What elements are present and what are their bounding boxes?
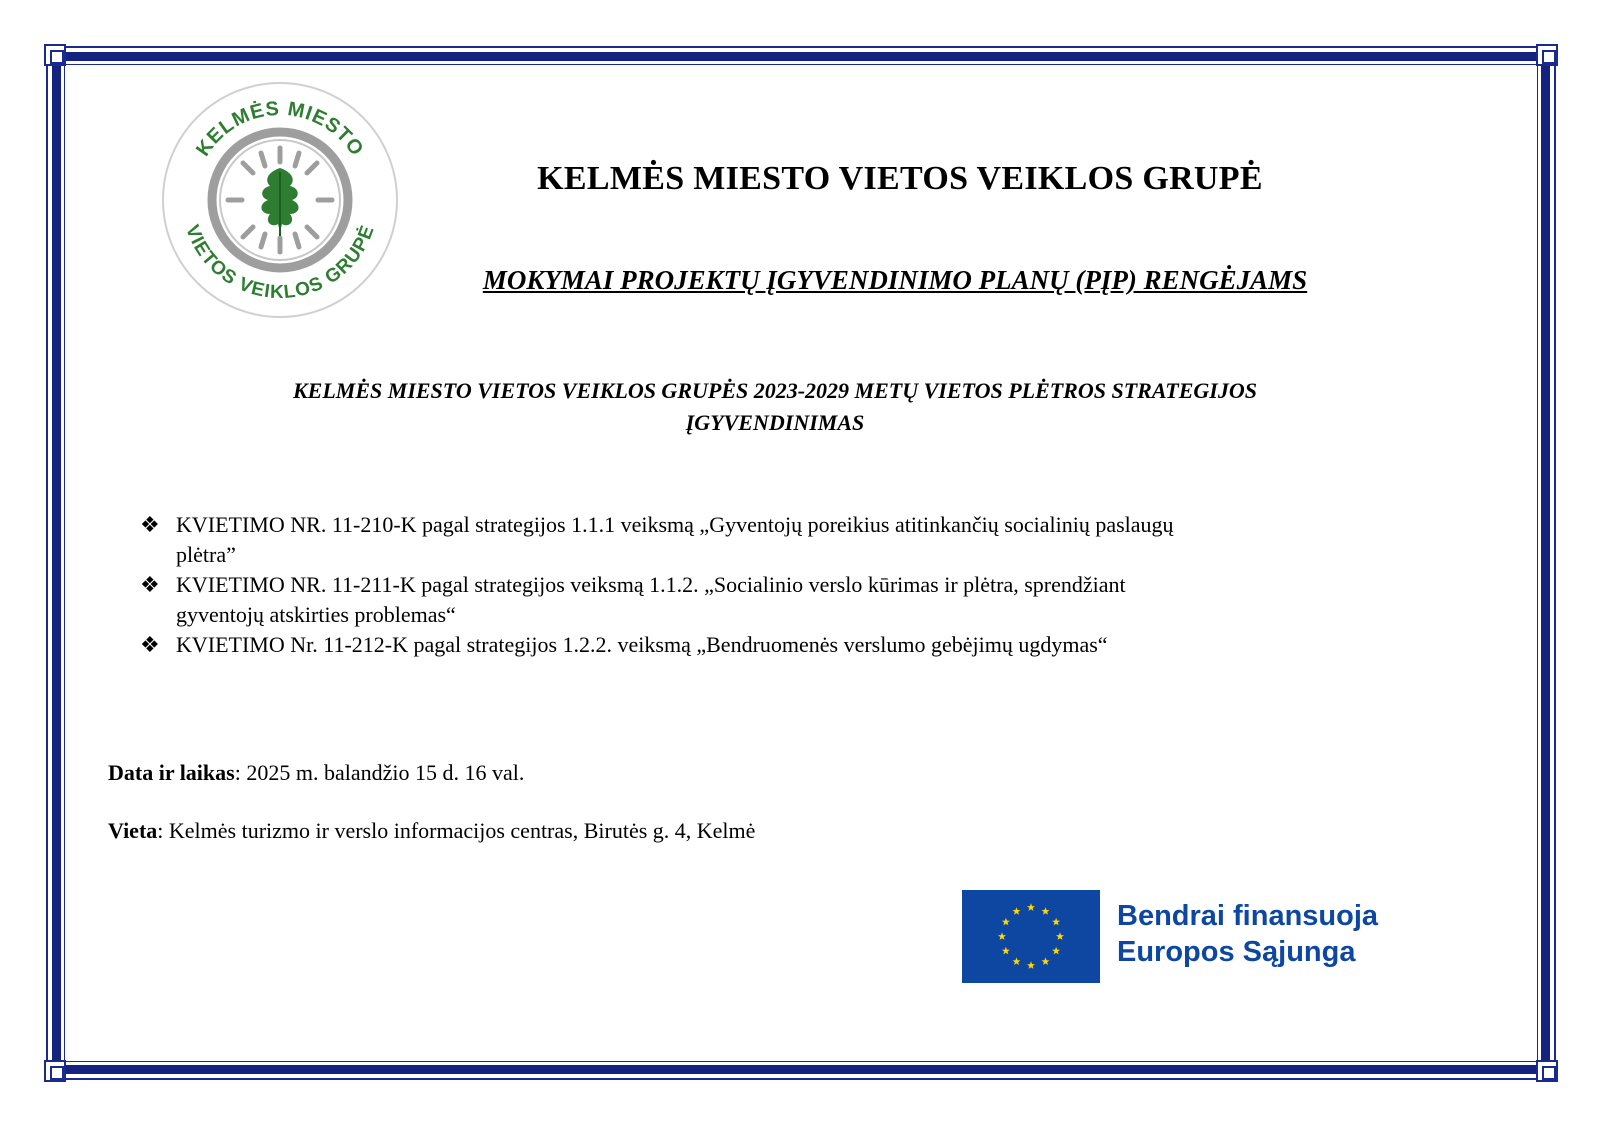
organization-logo xyxy=(160,80,400,320)
frame-corner-ornament xyxy=(1536,44,1558,66)
strategy-heading xyxy=(150,375,1400,439)
strategy-heading-line: KELMĖS MIESTO VIETOS VEIKLOS GRUPĖS 2023-2029 METŲ VIETOS PLĖTROS STRATEGIJOS xyxy=(293,378,1257,403)
calls-list xyxy=(140,510,1430,660)
date-value: : 2025 m. balandžio 15 d. 16 val. xyxy=(234,760,525,785)
list-item xyxy=(140,570,1430,630)
frame-corner-ornament xyxy=(44,44,66,66)
diamond-bullet-icon: ❖ xyxy=(140,632,160,657)
event-date xyxy=(108,760,524,786)
page-title: KELMĖS MIESTO VIETOS VEIKLOS GRUPĖ xyxy=(537,160,1263,197)
call-text: KVIETIMO Nr. 11-212-K pagal strategijos 1.2.2. veiksmą „Bendruomenės verslumo gebėjimų ugdymas“ xyxy=(176,632,1108,657)
logo-text-top: KELMĖS MIESTO xyxy=(192,97,368,161)
strategy-heading-line: ĮGYVENDINIMAS xyxy=(685,410,865,435)
call-text: plėtra” xyxy=(176,542,236,567)
call-text: gyventojų atskirties problemas“ xyxy=(176,602,456,627)
eu-text-line: Europos Sąjunga xyxy=(1117,936,1356,968)
frame-corner-ornament xyxy=(44,1060,66,1082)
list-item xyxy=(140,630,1430,660)
eu-funding-text xyxy=(1117,898,1378,970)
date-label: Data ir laikas xyxy=(108,760,235,785)
call-text: KVIETIMO NR. 11-211-K pagal strategijos veiksmą 1.1.2. „Socialinio verslo kūrimas ir plėtra, sprendžiant xyxy=(176,572,1126,597)
place-label: Vieta xyxy=(108,818,158,843)
place-value: : Kelmės turizmo ir verslo informacijos centras, Birutės g. 4, Kelmė xyxy=(157,818,756,843)
call-text: KVIETIMO NR. 11-210-K pagal strategijos 1.1.1 veiksmą „Gyventojų poreikius atitinkančių socialinių paslaugų xyxy=(176,512,1174,537)
event-place xyxy=(108,818,755,844)
diamond-bullet-icon: ❖ xyxy=(140,572,160,597)
eu-flag-icon xyxy=(962,890,1100,983)
eu-funding-logo xyxy=(962,890,1422,985)
frame-corner-ornament xyxy=(1536,1060,1558,1082)
training-subtitle: MOKYMAI PROJEKTŲ ĮGYVENDINIMO PLANŲ (PĮP) RENGĖJAMS xyxy=(482,265,1308,295)
logo-text-bottom: VIETOS VEIKLOS GRUPĖ xyxy=(181,222,379,304)
list-item xyxy=(140,510,1430,570)
eu-text-line: Bendrai finansuoja xyxy=(1117,900,1379,932)
diamond-bullet-icon: ❖ xyxy=(140,512,160,537)
